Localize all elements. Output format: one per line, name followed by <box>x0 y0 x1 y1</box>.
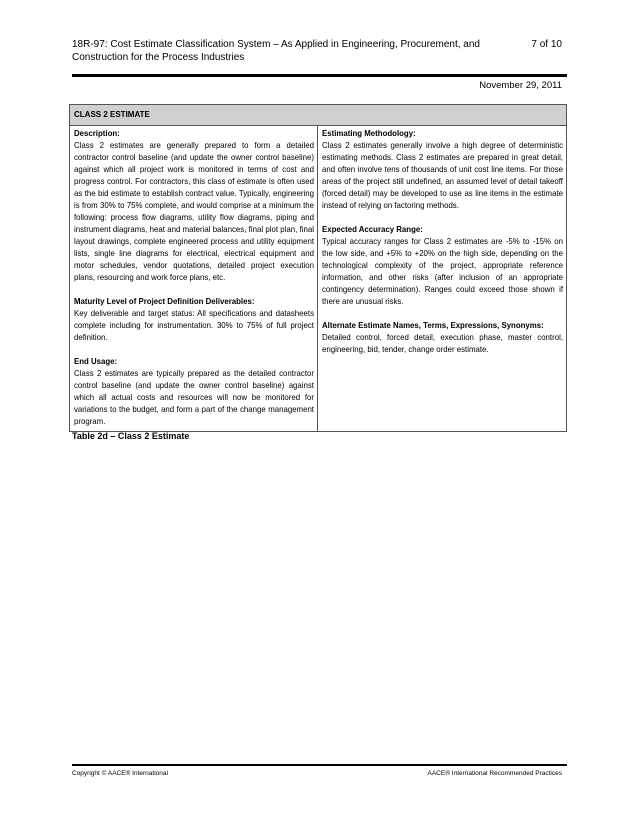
description-section <box>74 128 314 284</box>
header-title: 18R-97: Cost Estimate Classification System – As Applied in Engineering, Procurement, and Construction for the Process Industries <box>72 39 480 63</box>
accuracy-section <box>322 224 563 308</box>
header-divider <box>72 74 567 77</box>
end-usage-heading: End Usage: <box>74 357 118 366</box>
alternates-text: Detailed control, forced detail, execution phase, master control, engineering, bid, tender, change order estimate. <box>322 333 563 354</box>
maturity-text: Key deliverable and target status: All specifications and datasheets complete including for instrumentation. 30% to 75% of full project definition. <box>74 309 314 342</box>
accuracy-heading: Expected Accuracy Range: <box>322 225 423 234</box>
table-caption: Table 2d – Class 2 Estimate <box>72 431 190 441</box>
end-usage-section <box>74 356 314 428</box>
methodology-heading: Estimating Methodology: <box>322 129 416 138</box>
table-heading: CLASS 2 ESTIMATE <box>70 105 566 126</box>
end-usage-text: Class 2 estimates are typically prepared as the detailed contractor control baseline (and update the owner control baseline) against which all actual costs and resources will now be monitored for variations to the budget, and form a part of the change management program. <box>74 369 314 426</box>
right-column <box>318 126 566 431</box>
footer-series: AACE® International Recommended Practices <box>427 770 562 777</box>
table-body <box>70 126 566 431</box>
description-heading: Description: <box>74 129 120 138</box>
alternates-heading: Alternate Estimate Names, Terms, Expressions, Synonyms: <box>322 321 544 330</box>
maturity-section <box>74 296 314 344</box>
document-date: November 29, 2011 <box>479 80 562 91</box>
accuracy-text: Typical accuracy ranges for Class 2 estimates are -5% to -15% on the low side, and +5% to +20% on the high side, depending on the technological complexity of the project, appropriate reference information, and other risks (after inclusion of an appropriate contingency determination). Ranges could exceed those shown if there are unusual risks. <box>322 237 563 306</box>
methodology-text: Class 2 estimates generally involve a high degree of deterministic estimating methods. Class 2 estimates are prepared in great detail, and often involve tens of thousands of unit cost line items. For those areas of the project still undefined, an assumed level of detail takeoff (forced detail) may be developed to use as line items in the estimate instead of relying on factoring methods. <box>322 141 563 210</box>
footer-divider <box>72 764 567 766</box>
class-2-estimate-table <box>69 104 567 432</box>
maturity-heading: Maturity Level of Project Definition Deliverables: <box>74 297 255 306</box>
footer-copyright: Copyright © AACE® International <box>72 770 168 777</box>
methodology-section <box>322 128 563 212</box>
alternates-section <box>322 320 563 356</box>
description-text: Class 2 estimates are generally prepared to form a detailed contractor control baseline (and update the owner control baseline) against which all project work is monitored in terms of cost and progress control. For contractors, this class of estimate is often used as the bid estimate to establish contract value. Typically, engineering is from 30% to 75% complete, and would comprise at a minimum the following: process flow diagrams, utility flow diagrams, piping and instrument diagrams, heat and material balances, final plot plan, final layout drawings, complete engineered process and utility equipment lists, single line diagrams for electrical, electrical equipment and motor schedules, vendor quotations, detailed project execution plans, resourcing and work force plans, etc. <box>74 141 314 282</box>
left-column <box>70 126 318 431</box>
page-number: 7 of 10 <box>531 39 562 50</box>
